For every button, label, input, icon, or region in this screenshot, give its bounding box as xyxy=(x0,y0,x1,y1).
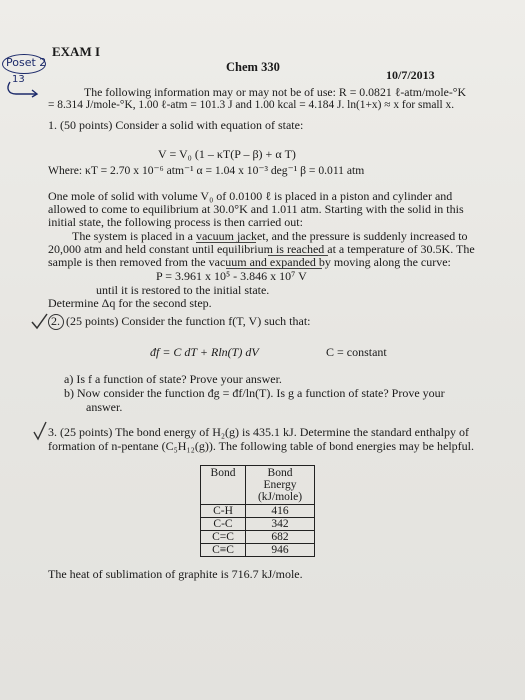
q1-para2-line-3: sample is then removed from the vacuum and expanded by moving along the curve: xyxy=(48,255,451,269)
handwritten-margin-note xyxy=(2,54,50,98)
table-cell: C-H xyxy=(201,505,246,518)
table-cell: 682 xyxy=(246,531,315,544)
intro-line-2: = 8.314 J/mole-°K, 1.00 ℓ-atm = 101.3 J and 1.00 kcal = 4.184 J. ln(1+x) ≈ x for small x. xyxy=(48,99,455,111)
q1-para2-line-2: 20,000 atm and held constant until equilibrium is reached at a temperature of 30.5K. The xyxy=(48,242,475,256)
table-row xyxy=(201,531,315,544)
margin-note-line-1: Poset 2 xyxy=(6,56,47,69)
pencil-underline xyxy=(196,242,256,243)
q1-para1-line-3: initial state, the following process is then carried out: xyxy=(48,215,303,229)
q1-equation-of-state: V = V₀ (1 – κT(P – β) + α T) xyxy=(158,147,296,161)
q1-determine: Determine Δq for the second step. xyxy=(48,296,212,310)
q1-para2-line-1: The system is placed in a vacuum jacket, and the pressure is suddenly increased to xyxy=(72,229,468,243)
bond-energy-table-wrap xyxy=(200,465,315,557)
column-header: Bond Energy (kJ/mole) xyxy=(246,466,315,505)
q2-constant-note: C = constant xyxy=(326,345,387,359)
pencil-underline xyxy=(268,255,328,256)
q3-sublimation-note: The heat of sublimation of graphite is 716.7 kJ/mole. xyxy=(48,567,303,581)
q1-until-line: until it is restored to the initial state. xyxy=(96,283,270,297)
table-cell: C≡C xyxy=(201,544,246,557)
table-row xyxy=(201,544,315,557)
q2-differential: đf = C dT + Rln(T) dV xyxy=(150,345,259,359)
intro-line-1: The following information may or may not be of use: R = 0.0821 ℓ-atm/mole-°K xyxy=(84,85,466,99)
q2-part-a: a) Is f a function of state? Prove your answer. xyxy=(64,372,282,386)
q2-heading: (25 points) Consider the function f(T, V) such that: xyxy=(66,314,311,328)
hand-arrow-icon xyxy=(2,80,42,100)
table-row xyxy=(201,518,315,531)
q1-curve-equation: P = 3.961 x 10⁵ - 3.846 x 10⁷ V xyxy=(156,269,307,283)
q1-para1-line-2: allowed to come to equilibrium at 30.0°K and 1.011 atm. Starting with the solid in this xyxy=(48,202,464,216)
pencil-checkmark-icon xyxy=(32,420,48,442)
q2-number: 2. xyxy=(51,314,60,328)
q2-part-b-cont: answer. xyxy=(86,400,123,414)
course-name: Chem 330 xyxy=(226,60,280,74)
bond-energy-table xyxy=(200,465,315,557)
table-cell: 416 xyxy=(246,505,315,518)
pencil-checkmark-icon xyxy=(30,312,50,332)
table-cell: C=C xyxy=(201,531,246,544)
q1-constants: Where: κT = 2.70 x 10⁻⁶ atm⁻¹ α = 1.04 x 10⁻³ deg⁻¹ β = 0.011 atm xyxy=(48,164,365,177)
column-header: Bond xyxy=(201,466,246,505)
table-header-row xyxy=(201,466,315,505)
q1-para1-line-1: One mole of solid with volume V₀ of 0.0100 ℓ is placed in a piston and cylinder and xyxy=(48,189,453,203)
exam-date: 10/7/2013 xyxy=(386,68,435,82)
q3-heading-line-2: formation of n-pentane (C₅H₁₂(g)). The following table of bond energies may be helpful. xyxy=(48,439,474,453)
margin-note-line-2: 13 xyxy=(12,74,25,85)
q2-part-b: b) Now consider the function đg = đf/ln(T). Is g a function of state? Prove your xyxy=(64,386,445,400)
table-cell: 946 xyxy=(246,544,315,557)
q1-heading: 1. (50 points) Consider a solid with equation of state: xyxy=(48,118,304,132)
table-cell: C-C xyxy=(201,518,246,531)
table-cell: 342 xyxy=(246,518,315,531)
q3-heading-line-1: 3. (25 points) The bond energy of H₂(g) is 435.1 kJ. Determine the standard enthalpy of xyxy=(48,425,469,439)
table-row xyxy=(201,505,315,518)
exam-title: EXAM I xyxy=(52,44,101,59)
